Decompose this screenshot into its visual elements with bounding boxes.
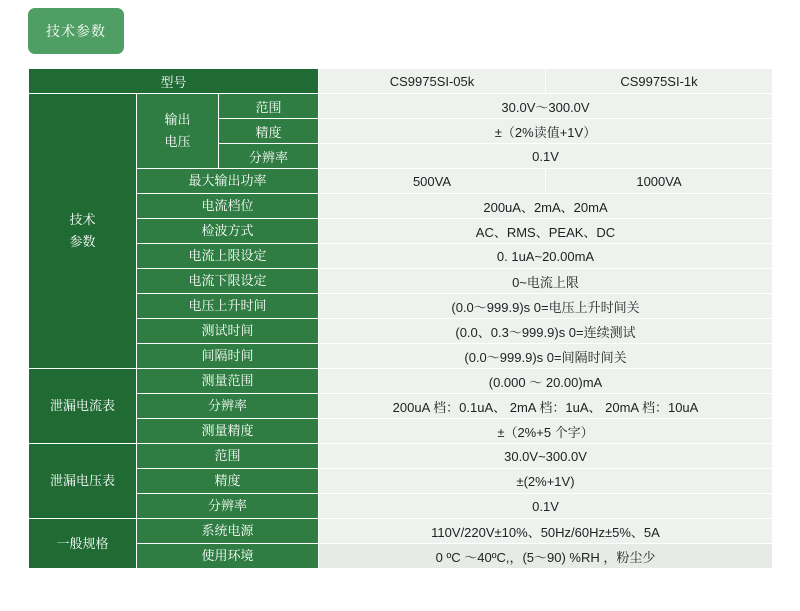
table-row xyxy=(29,444,773,469)
table-row xyxy=(29,69,773,94)
row-value-operating-environment: 0 ºC ～40ºC,，(5～90) %RH ，粉尘少 xyxy=(319,544,773,569)
group-label-tech-line1: 技术 xyxy=(69,211,96,227)
header-label: 型号 xyxy=(29,69,319,94)
table-row xyxy=(29,369,773,394)
group-label-general-spec: 一般规格 xyxy=(29,519,137,569)
table-row xyxy=(29,319,773,344)
group-label-tech-line2: 参数 xyxy=(69,234,96,249)
row-item-current-upper-limit: 电流上限设定 xyxy=(137,244,319,269)
row-item-current-lower-limit: 电流下限设定 xyxy=(137,269,319,294)
row-value-interval-time: (0.0～999.9)s 0=间隔时间关 xyxy=(319,344,773,369)
row-value-detection-mode: AC、RMS、PEAK、DC xyxy=(319,219,773,244)
table-row xyxy=(29,219,773,244)
row-item-detection-mode: 检波方式 xyxy=(137,219,319,244)
row-value-system-power: 110V/220V±10%、50Hz/60Hz±5%、5A xyxy=(319,519,773,544)
table-row xyxy=(29,419,773,444)
row-value-voltage-accuracy: ±(2%+1V) xyxy=(319,469,773,494)
row-item-max-output-power: 最大输出功率 xyxy=(137,169,319,194)
table-row xyxy=(29,169,773,194)
table-row xyxy=(29,244,773,269)
table-row xyxy=(29,544,773,569)
row-value-max-output-power-1k: 1000VA xyxy=(546,169,773,194)
row-value-current-lower-limit: 0~电流上限 xyxy=(319,269,773,294)
row-item-current-resolution: 分辨率 xyxy=(137,394,319,419)
row-value-voltage-resolution: 0.1V xyxy=(319,494,773,519)
row-item-voltage-range: 范围 xyxy=(137,444,319,469)
group-label-tech xyxy=(29,94,137,369)
row-value-voltage-range: 30.0V~300.0V xyxy=(319,444,773,469)
row-value-voltage-rise-time: (0.0～999.9)s 0=电压上升时间关 xyxy=(319,294,773,319)
subgroup-output-voltage-line2: 电压 xyxy=(164,134,191,149)
table-row xyxy=(29,194,773,219)
row-item-measure-range: 测量范围 xyxy=(137,369,319,394)
row-item-resolution: 分辨率 xyxy=(219,144,319,169)
row-value-current-resolution: 200uA 档：0.1uA、 2mA 档：1uA、 20mA 档：10uA xyxy=(319,394,773,419)
row-item-system-power: 系统电源 xyxy=(137,519,319,544)
section-badge-label: 技术参数 xyxy=(46,23,106,39)
row-item-voltage-accuracy: 精度 xyxy=(137,469,319,494)
header-model-2: CS9975SI-1k xyxy=(546,69,773,94)
table-row xyxy=(29,94,773,119)
group-label-leakage-current-meter: 泄漏电流表 xyxy=(29,369,137,444)
subgroup-output-voltage xyxy=(137,94,219,169)
row-item-interval-time: 间隔时间 xyxy=(137,344,319,369)
row-item-voltage-rise-time: 电压上升时间 xyxy=(137,294,319,319)
row-value-current-upper-limit: 0. 1uA~20.00mA xyxy=(319,244,773,269)
table-row xyxy=(29,344,773,369)
row-value-accuracy: ±（2%读值+1V） xyxy=(319,119,773,144)
row-item-test-time: 测试时间 xyxy=(137,319,319,344)
header-model-1: CS9975SI-05k xyxy=(319,69,546,94)
row-value-measure-range: (0.000 ～ 20.00)mA xyxy=(319,369,773,394)
table-row xyxy=(29,519,773,544)
row-value-measure-accuracy: ±（2%+5 个字） xyxy=(319,419,773,444)
row-item-operating-environment: 使用环境 xyxy=(137,544,319,569)
specification-table xyxy=(28,68,773,569)
row-value-range: 30.0V～300.0V xyxy=(319,94,773,119)
row-value-test-time: (0.0、0.3～999.9)s 0=连续测试 xyxy=(319,319,773,344)
row-value-max-output-power-05k: 500VA xyxy=(319,169,546,194)
row-value-resolution: 0.1V xyxy=(319,144,773,169)
table-row xyxy=(29,469,773,494)
table-row xyxy=(29,269,773,294)
row-item-current-range-gear: 电流档位 xyxy=(137,194,319,219)
group-label-leakage-voltage-meter: 泄漏电压表 xyxy=(29,444,137,519)
subgroup-output-voltage-line1: 输出 xyxy=(164,111,191,127)
row-value-current-range-gear: 200uA、2mA、20mA xyxy=(319,194,773,219)
table-row xyxy=(29,394,773,419)
row-item-measure-accuracy: 测量精度 xyxy=(137,419,319,444)
row-item-accuracy: 精度 xyxy=(219,119,319,144)
row-item-voltage-resolution: 分辨率 xyxy=(137,494,319,519)
row-item-range: 范围 xyxy=(219,94,319,119)
section-badge xyxy=(28,8,124,54)
table-row xyxy=(29,494,773,519)
table-row xyxy=(29,294,773,319)
